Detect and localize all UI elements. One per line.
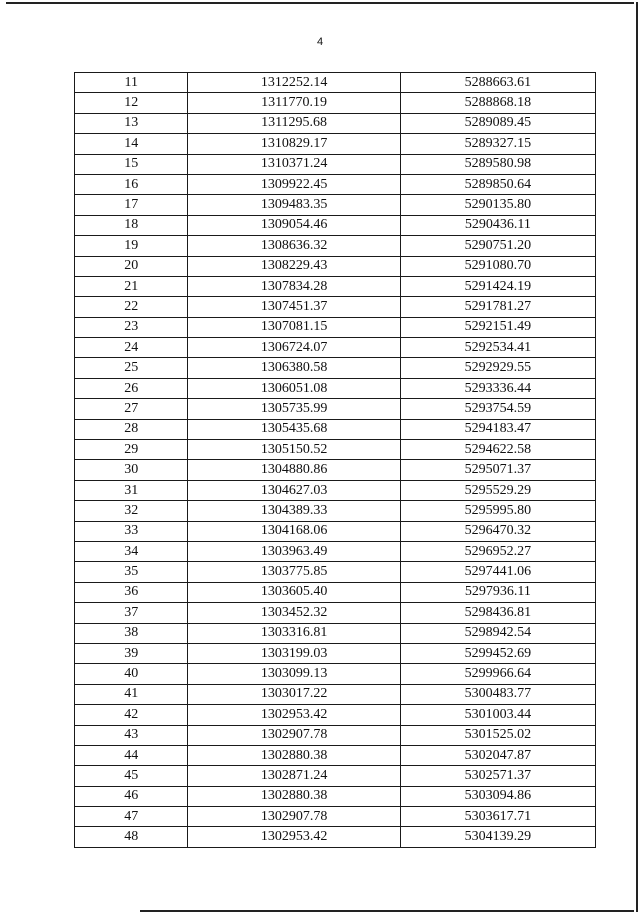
table-row: [75, 236, 596, 256]
y-coordinate-cell: 5289580.98: [400, 154, 595, 174]
y-coordinate-cell: 5293336.44: [400, 378, 595, 398]
point-number-cell: 33: [75, 521, 188, 541]
y-coordinate-cell: 5294183.47: [400, 419, 595, 439]
table-row: [75, 521, 596, 541]
y-coordinate-cell: 5297441.06: [400, 562, 595, 582]
x-coordinate-cell: 1302880.38: [188, 745, 400, 765]
table-row: [75, 582, 596, 602]
y-coordinate-cell: 5302571.37: [400, 766, 595, 786]
x-coordinate-cell: 1309054.46: [188, 215, 400, 235]
table-row: [75, 705, 596, 725]
table-row: [75, 358, 596, 378]
x-coordinate-cell: 1307834.28: [188, 276, 400, 296]
x-coordinate-cell: 1306724.07: [188, 338, 400, 358]
point-number-cell: 34: [75, 541, 188, 561]
point-number-cell: 40: [75, 664, 188, 684]
table-row: [75, 174, 596, 194]
point-number-cell: 13: [75, 113, 188, 133]
y-coordinate-cell: 5292534.41: [400, 338, 595, 358]
x-coordinate-cell: 1302953.42: [188, 827, 400, 847]
y-coordinate-cell: 5304139.29: [400, 827, 595, 847]
point-number-cell: 16: [75, 174, 188, 194]
table-row: [75, 256, 596, 276]
y-coordinate-cell: 5302047.87: [400, 745, 595, 765]
x-coordinate-cell: 1304627.03: [188, 480, 400, 500]
table-row: [75, 623, 596, 643]
x-coordinate-cell: 1303452.32: [188, 603, 400, 623]
y-coordinate-cell: 5291080.70: [400, 256, 595, 276]
y-coordinate-cell: 5296470.32: [400, 521, 595, 541]
x-coordinate-cell: 1305435.68: [188, 419, 400, 439]
y-coordinate-cell: 5299966.64: [400, 664, 595, 684]
table-row: [75, 154, 596, 174]
x-coordinate-cell: 1303605.40: [188, 582, 400, 602]
table-row: [75, 603, 596, 623]
y-coordinate-cell: 5303617.71: [400, 807, 595, 827]
y-coordinate-cell: 5298436.81: [400, 603, 595, 623]
point-number-cell: 42: [75, 705, 188, 725]
point-number-cell: 12: [75, 93, 188, 113]
y-coordinate-cell: 5292929.55: [400, 358, 595, 378]
table-row: [75, 745, 596, 765]
point-number-cell: 29: [75, 440, 188, 460]
x-coordinate-cell: 1311295.68: [188, 113, 400, 133]
table-row: [75, 664, 596, 684]
x-coordinate-cell: 1302907.78: [188, 725, 400, 745]
point-number-cell: 26: [75, 378, 188, 398]
y-coordinate-cell: 5289089.45: [400, 113, 595, 133]
y-coordinate-cell: 5290135.80: [400, 195, 595, 215]
y-coordinate-cell: 5288868.18: [400, 93, 595, 113]
y-coordinate-cell: 5293754.59: [400, 399, 595, 419]
y-coordinate-cell: 5292151.49: [400, 317, 595, 337]
x-coordinate-cell: 1310371.24: [188, 154, 400, 174]
point-number-cell: 30: [75, 460, 188, 480]
point-number-cell: 38: [75, 623, 188, 643]
table-row: [75, 643, 596, 663]
table-row: [75, 440, 596, 460]
x-coordinate-cell: 1312252.14: [188, 73, 400, 93]
y-coordinate-cell: 5290751.20: [400, 236, 595, 256]
scan-edge-bottom: [140, 910, 634, 912]
x-coordinate-cell: 1307451.37: [188, 297, 400, 317]
point-number-cell: 31: [75, 480, 188, 500]
point-number-cell: 28: [75, 419, 188, 439]
table-row: [75, 501, 596, 521]
x-coordinate-cell: 1302953.42: [188, 705, 400, 725]
point-number-cell: 15: [75, 154, 188, 174]
y-coordinate-cell: 5295995.80: [400, 501, 595, 521]
table-row: [75, 338, 596, 358]
table-row: [75, 134, 596, 154]
point-number-cell: 48: [75, 827, 188, 847]
point-number-cell: 18: [75, 215, 188, 235]
y-coordinate-cell: 5290436.11: [400, 215, 595, 235]
x-coordinate-cell: 1303963.49: [188, 541, 400, 561]
point-number-cell: 23: [75, 317, 188, 337]
x-coordinate-cell: 1311770.19: [188, 93, 400, 113]
table-row: [75, 562, 596, 582]
x-coordinate-cell: 1305150.52: [188, 440, 400, 460]
point-number-cell: 45: [75, 766, 188, 786]
y-coordinate-cell: 5301003.44: [400, 705, 595, 725]
y-coordinate-cell: 5291424.19: [400, 276, 595, 296]
point-number-cell: 24: [75, 338, 188, 358]
x-coordinate-cell: 1303099.13: [188, 664, 400, 684]
point-number-cell: 19: [75, 236, 188, 256]
table-row: [75, 480, 596, 500]
coordinate-table-body: [75, 73, 596, 848]
table-row: [75, 113, 596, 133]
table-row: [75, 276, 596, 296]
y-coordinate-cell: 5295529.29: [400, 480, 595, 500]
y-coordinate-cell: 5297936.11: [400, 582, 595, 602]
x-coordinate-cell: 1305735.99: [188, 399, 400, 419]
table-row: [75, 399, 596, 419]
x-coordinate-cell: 1309922.45: [188, 174, 400, 194]
y-coordinate-cell: 5296952.27: [400, 541, 595, 561]
point-number-cell: 11: [75, 73, 188, 93]
point-number-cell: 17: [75, 195, 188, 215]
x-coordinate-cell: 1308636.32: [188, 236, 400, 256]
point-number-cell: 21: [75, 276, 188, 296]
point-number-cell: 46: [75, 786, 188, 806]
table-row: [75, 541, 596, 561]
table-row: [75, 786, 596, 806]
scan-edge-right: [636, 2, 638, 912]
x-coordinate-cell: 1306051.08: [188, 378, 400, 398]
y-coordinate-cell: 5303094.86: [400, 786, 595, 806]
y-coordinate-cell: 5300483.77: [400, 684, 595, 704]
x-coordinate-cell: 1303199.03: [188, 643, 400, 663]
point-number-cell: 36: [75, 582, 188, 602]
point-number-cell: 32: [75, 501, 188, 521]
table-row: [75, 684, 596, 704]
point-number-cell: 41: [75, 684, 188, 704]
table-row: [75, 827, 596, 847]
point-number-cell: 14: [75, 134, 188, 154]
x-coordinate-cell: 1302907.78: [188, 807, 400, 827]
coordinate-table: [74, 72, 596, 848]
point-number-cell: 37: [75, 603, 188, 623]
y-coordinate-cell: 5291781.27: [400, 297, 595, 317]
y-coordinate-cell: 5294622.58: [400, 440, 595, 460]
table-row: [75, 766, 596, 786]
x-coordinate-cell: 1302880.38: [188, 786, 400, 806]
point-number-cell: 43: [75, 725, 188, 745]
y-coordinate-cell: 5289850.64: [400, 174, 595, 194]
point-number-cell: 47: [75, 807, 188, 827]
table-row: [75, 93, 596, 113]
table-row: [75, 195, 596, 215]
x-coordinate-cell: 1302871.24: [188, 766, 400, 786]
x-coordinate-cell: 1303017.22: [188, 684, 400, 704]
point-number-cell: 22: [75, 297, 188, 317]
point-number-cell: 39: [75, 643, 188, 663]
point-number-cell: 35: [75, 562, 188, 582]
page-number: 4: [316, 36, 324, 48]
point-number-cell: 20: [75, 256, 188, 276]
y-coordinate-cell: 5299452.69: [400, 643, 595, 663]
x-coordinate-cell: 1306380.58: [188, 358, 400, 378]
x-coordinate-cell: 1310829.17: [188, 134, 400, 154]
x-coordinate-cell: 1303316.81: [188, 623, 400, 643]
x-coordinate-cell: 1303775.85: [188, 562, 400, 582]
table-row: [75, 419, 596, 439]
table-row: [75, 807, 596, 827]
table-row: [75, 460, 596, 480]
point-number-cell: 27: [75, 399, 188, 419]
x-coordinate-cell: 1304168.06: [188, 521, 400, 541]
table-row: [75, 378, 596, 398]
x-coordinate-cell: 1307081.15: [188, 317, 400, 337]
table-row: [75, 317, 596, 337]
y-coordinate-cell: 5295071.37: [400, 460, 595, 480]
scan-edge-top: [6, 2, 634, 4]
point-number-cell: 25: [75, 358, 188, 378]
y-coordinate-cell: 5289327.15: [400, 134, 595, 154]
x-coordinate-cell: 1304389.33: [188, 501, 400, 521]
table-row: [75, 215, 596, 235]
table-row: [75, 297, 596, 317]
y-coordinate-cell: 5288663.61: [400, 73, 595, 93]
y-coordinate-cell: 5301525.02: [400, 725, 595, 745]
table-row: [75, 725, 596, 745]
x-coordinate-cell: 1308229.43: [188, 256, 400, 276]
table-row: [75, 73, 596, 93]
point-number-cell: 44: [75, 745, 188, 765]
x-coordinate-cell: 1304880.86: [188, 460, 400, 480]
x-coordinate-cell: 1309483.35: [188, 195, 400, 215]
y-coordinate-cell: 5298942.54: [400, 623, 595, 643]
